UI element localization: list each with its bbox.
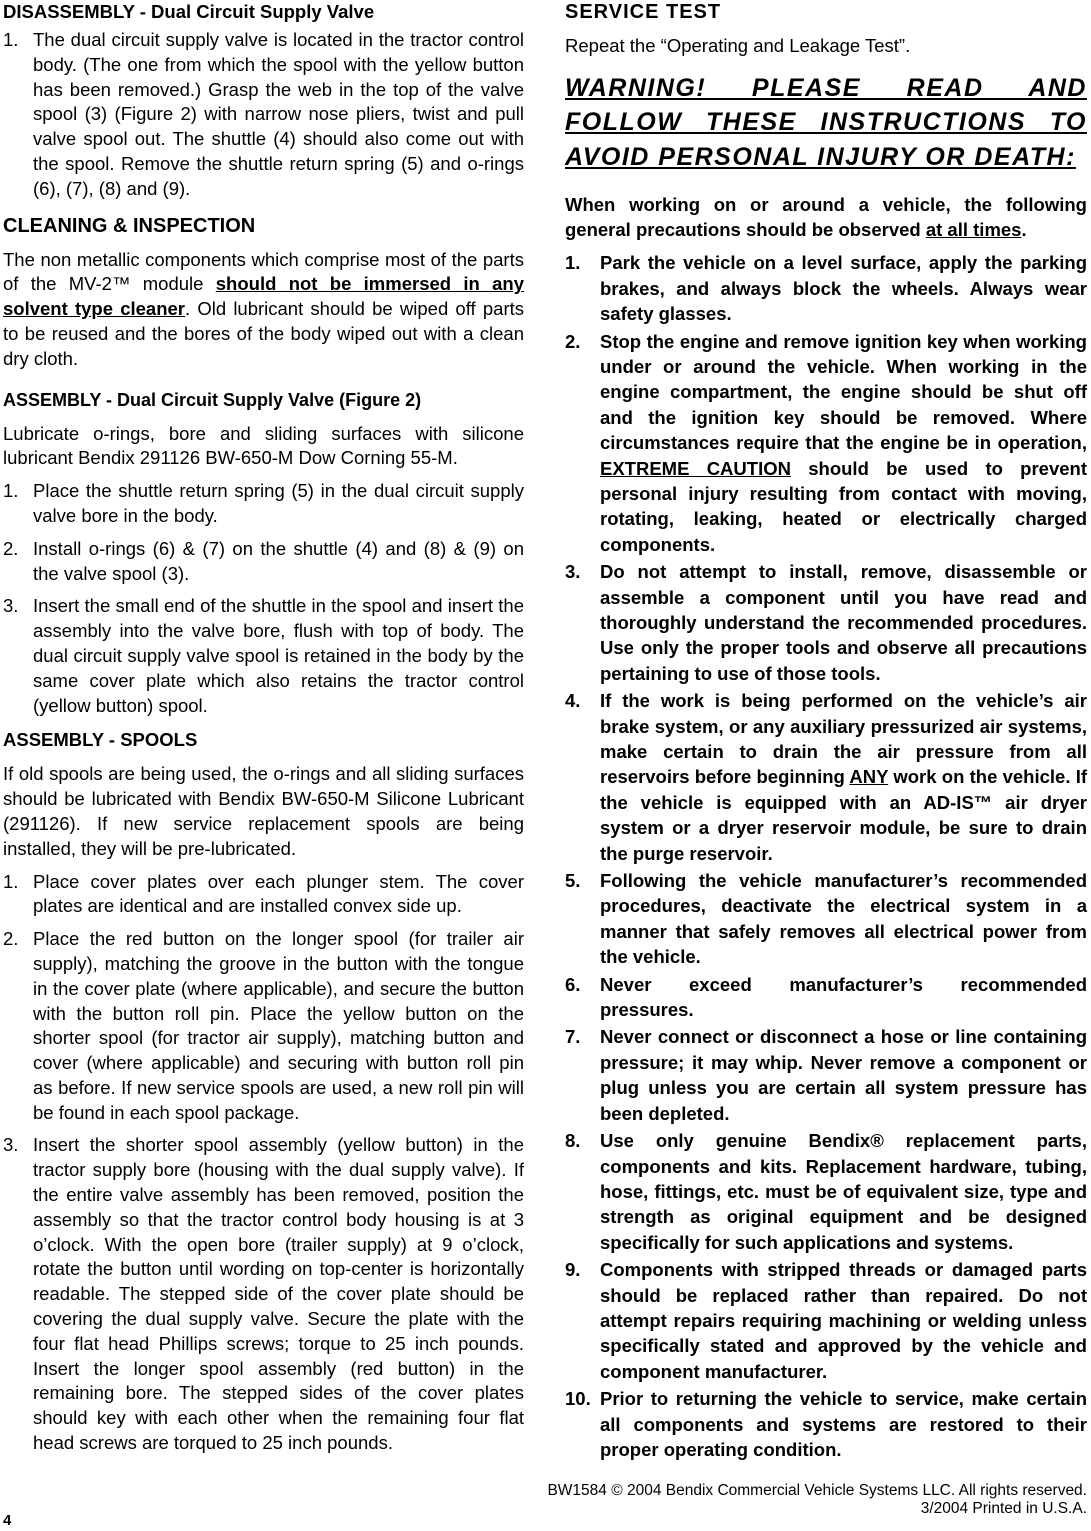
list-item: 1. The dual circuit supply valve is located in the tractor control body. (The one from which the spool with the yellow button has been removed.) Grasp the web in the top of the valve spool (3) (Figure 2) with narrow nose pliers, twist and pull valve spool out. The shuttle (4) should also come out with the spool. Remove the shuttle return spring (5) and o-rings (6), (7), (8) and (9). [3,29,524,199]
list-item: 2. Stop the engine and remove ignition key when working under or around the vehicle. When working in the engine compartment, the engine should be shut off and the ignition key should be removed. Where circumstances require that the engine be in operation, EXTREME CAUTION should be used to prevent personal injury resulting from contact with moving, rotating, leaking, heated or electrically charged components. [565,330,1087,555]
assembly-spools-intro: If old spools are being used, the o-rings and all sliding surfaces should be lubricated with Bendix BW-650-M Silicone Lubricant (291126). If new service replacement spools are being installed, they will be pre-lubricated. [3,763,524,859]
extreme-caution: EXTREME CAUTION [600,457,791,479]
list-item: 3. Insert the shorter spool assembly (yellow button) in the tractor supply bore (housing with the dual supply valve). If the entire valve assembly has been removed, position the assembly so that the tractor control body housing is at 3 o’clock. With the open bore (trailer supply) at 9 o’clock, rotate the button until wording on top-center is horizontally readable. The stepped side of the cover plate should be covering the dual supply valve. Secure the plate with the four flat head Phillips screws; torque to 25 inch pounds. Insert the longer spool assembly (red button) in the remaining bore. The stepped sides of the cover plates should key with each other when the remaining four flat head screws are torqued to 25 inch pounds. [3,1134,524,1454]
list-item: 4. If the work is being performed on the vehicle’s air brake system, or any auxiliary pressurized air systems, make certain to drain the air pressure from all reservoirs before beginning ANY work on the vehicle. If the vehicle is equipped with an AD-IS™ air dryer system or a dryer reservoir module, be sure to drain the purge reservoir. [565,690,1087,864]
solvent-warning: should not be immersed in any solvent type cleaner [3,273,525,320]
left-column [3,0,524,1464]
assembly-valve-intro: Lubricate o-rings, bore and sliding surfaces with silicone lubricant Bendix 291126 BW-650-M Dow Corning 55-M. [3,422,524,469]
cleaning-paragraph: The non metallic components which comprise most of the parts of the MV-2™ module should not be immersed in any solvent type cleaner. Old lubricant should be wiped off parts to be reused and the bores of the body wiped out with a clean dry cloth. [3,248,525,369]
service-test-text: Repeat the “Operating and Leakage Test”. [565,35,911,56]
list-item: 2. Install o-rings (6) & (7) on the shuttle (4) and (8) & (9) on the valve spool (3). [3,537,524,584]
disassembly-heading: DISASSEMBLY - Dual Circuit Supply Valve [3,1,375,22]
assembly-spools-list [3,870,524,1456]
assembly-spools-heading: ASSEMBLY - SPOOLS [3,729,198,751]
list-item: 1. Place cover plates over each plunger stem. The cover plates are identical and are installed convex side up. [3,870,524,917]
warning-heading: WARNING! PLEASE READ AND FOLLOW THESE INSTRUCTIONS TO AVOID PERSONAL INJURY OR DEATH: [565,73,1087,171]
list-item: 2. Place the red button on the longer spool (for trailer air supply), matching the groove in the button with the tongue in the cover plate (where applicable), and secure the button with the button roll pin. Place the yellow button on the shorter spool (for tractor air supply), matching button and cover (where applicable) and securing with button roll pin as before. If new service spools are used, a new roll pin will be found in each spool package. [3,928,524,1123]
footer-copyright: BW1584 © 2004 Bendix Commercial Vehicle Systems LLC. All rights reserved. 3/2004 Printed in U.S.A. [547,1482,1087,1517]
list-item: 3. Insert the small end of the shuttle in the spool and insert the assembly into the valve bore, flush with top of body. The dual circuit supply valve spool is retained in the body by the same cover plate which also retains the tractor control (yellow button) spool. [3,595,524,716]
list-item: 9. Components with stripped threads or damaged parts should be replaced rather than repaired. Do not attempt repairs requiring machining or welding unless specifically stated and approved by the vehicle and component manufacturer. [565,1259,1087,1382]
any-emphasis: ANY [849,766,889,788]
list-item: 5. Following the vehicle manufacturer’s recommended procedures, deactivate the electrical system in a manner that safely removes all electrical power from the vehicle. [565,870,1087,968]
precaution-intro: When working on or around a vehicle, the following general precautions should be observed at all times. [565,194,1087,241]
list-item: 10. Prior to returning the vehicle to service, make certain all components and systems are restored to their proper operating condition. [565,1388,1087,1460]
assembly-valve-heading: ASSEMBLY - Dual Circuit Supply Valve (Figure 2) [3,389,422,410]
cleaning-heading: CLEANING & INSPECTION [3,214,256,237]
list-item: 3. Do not attempt to install, remove, disassemble or assemble a component until you have read and thoroughly understand the recommended procedures. Use only the proper tools and observe all precautions pertaining to use of those tools. [565,561,1087,684]
service-test-heading: SERVICE TEST [565,1,722,23]
list-item: 1. Place the shuttle return spring (5) in the dual circuit supply valve bore in the body. [3,480,524,526]
disassembly-list [3,28,524,202]
right-column [565,0,1087,1464]
page-number: 4 [3,1512,12,1529]
list-item: 6. Never exceed manufacturer’s recommended pressures. [565,973,1087,1021]
list-item: 1. Park the vehicle on a level surface, apply the parking brakes, and always block the wheels. Always wear safety glasses. [565,252,1087,325]
assembly-valve-list [3,479,524,718]
list-item: 7. Never connect or disconnect a hose or line containing pressure; it may whip. Never remove a component or plug unless you are certain all system pressure has been depleted. [565,1026,1087,1124]
precautions-list [565,250,1087,1462]
list-item: 8. Use only genuine Bendix® replacement parts, components and kits. Replacement hardware, tubing, hose, fittings, etc. must be of equivalent size, type and strength as original equipment and be designed specifically for such applications and systems. [565,1130,1087,1253]
